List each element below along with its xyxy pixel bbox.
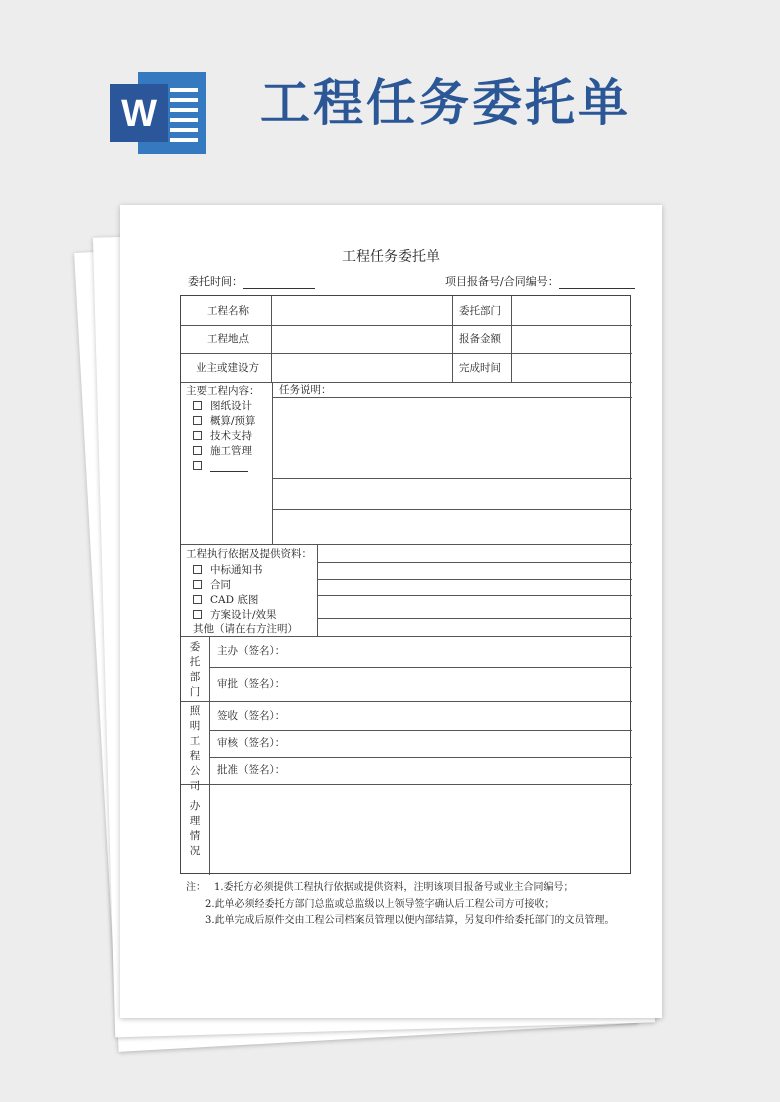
col-line bbox=[209, 636, 210, 875]
row-line bbox=[317, 618, 632, 619]
row-line bbox=[209, 667, 632, 668]
entrust-time-line bbox=[243, 277, 315, 289]
checkbox[interactable] bbox=[193, 580, 202, 589]
checkbox-item: CAD 底图 bbox=[193, 595, 258, 606]
checkbox[interactable] bbox=[193, 416, 202, 425]
row-line bbox=[181, 325, 632, 326]
row-line bbox=[181, 353, 632, 354]
task-description-label: 任务说明： bbox=[279, 384, 332, 396]
note-1: 1.委托方必须提供工程执行依据或提供资料，注明该项目报备号或业主合同编号； bbox=[214, 882, 574, 893]
project-no-field bbox=[445, 273, 635, 289]
completion-time-label: 完成时间 bbox=[459, 362, 501, 374]
project-no-label: 项目报备号/合同编号： bbox=[445, 275, 559, 288]
col-line bbox=[272, 382, 273, 544]
main-content-label: 主要工程内容： bbox=[186, 385, 260, 397]
checkbox[interactable] bbox=[193, 565, 202, 574]
col-line bbox=[511, 296, 512, 382]
banner-title: 工程任务委托单 bbox=[260, 74, 631, 132]
checkbox[interactable] bbox=[193, 610, 202, 619]
checkbox[interactable] bbox=[193, 401, 202, 410]
row-line bbox=[209, 730, 632, 731]
col-line bbox=[452, 296, 453, 382]
ratify-signature-label: 批准（签名）： bbox=[217, 764, 286, 776]
row-line bbox=[181, 784, 632, 785]
entrust-dept-vertical-label: 委托部门 bbox=[189, 641, 201, 698]
document-title: 工程任务委托单 bbox=[342, 249, 440, 265]
entrust-time-field bbox=[188, 273, 315, 289]
row-line bbox=[181, 636, 632, 637]
row-line bbox=[272, 509, 632, 510]
basis-label: 工程执行依据及提供资料： bbox=[186, 548, 312, 560]
col-line bbox=[271, 296, 272, 382]
checkbox-item: 合同 bbox=[193, 580, 231, 591]
lighting-company-vertical-label: 照明工程公司 bbox=[189, 705, 201, 792]
checkbox[interactable] bbox=[193, 461, 202, 470]
checkbox-item: 概算/预算 bbox=[193, 416, 256, 427]
owner-label: 业主或建设方 bbox=[196, 362, 259, 374]
receive-signature-label: 签收（签名）： bbox=[217, 710, 286, 722]
row-line bbox=[317, 562, 632, 563]
row-line bbox=[181, 544, 632, 545]
word-logo-icon bbox=[108, 70, 208, 156]
row-line bbox=[272, 397, 632, 398]
checkbox-item-other bbox=[193, 461, 248, 472]
checkbox-item: 方案设计/效果 bbox=[193, 610, 277, 621]
checkbox[interactable] bbox=[193, 595, 202, 604]
row-line bbox=[272, 478, 632, 479]
row-line bbox=[317, 579, 632, 580]
col-line bbox=[317, 544, 318, 636]
project-name-label: 工程名称 bbox=[207, 305, 249, 317]
form-table bbox=[180, 295, 631, 874]
note-2: 2.此单必须经委托方部门总监或总监级以上领导签字确认后工程公司方可接收； bbox=[205, 899, 555, 910]
basis-other-label: 其他（请在右方注明） bbox=[193, 623, 298, 635]
checkbox[interactable] bbox=[193, 446, 202, 455]
notes-prefix: 注： bbox=[186, 882, 206, 893]
project-no-line bbox=[559, 277, 635, 289]
document-page bbox=[120, 205, 662, 1018]
checkbox-item: 施工管理 bbox=[193, 446, 252, 457]
blank-line bbox=[210, 462, 248, 472]
row-line bbox=[317, 595, 632, 596]
note-3: 3.此单完成后原件交由工程公司档案员管理以便内部结算，另复印件给委托部门的文员管理。 bbox=[205, 915, 615, 926]
project-location-label: 工程地点 bbox=[207, 333, 249, 345]
row-line bbox=[209, 757, 632, 758]
checkbox-item: 中标通知书 bbox=[193, 565, 263, 576]
review-signature-label: 审核（签名）： bbox=[217, 737, 286, 749]
entrust-time-label: 委托时间： bbox=[188, 275, 243, 288]
entrust-dept-label: 委托部门 bbox=[459, 305, 501, 317]
handling-status-vertical-label: 办理情况 bbox=[189, 800, 201, 857]
host-signature-label: 主办（签名）： bbox=[217, 645, 286, 657]
svg-text:W: W bbox=[121, 93, 157, 135]
row-line bbox=[181, 701, 632, 702]
checkbox-item: 图纸设计 bbox=[193, 401, 252, 412]
report-amount-label: 报备金额 bbox=[459, 333, 501, 345]
approve-signature-label: 审批（签名）： bbox=[217, 678, 286, 690]
checkbox[interactable] bbox=[193, 431, 202, 440]
checkbox-item: 技术支持 bbox=[193, 431, 252, 442]
row-line bbox=[181, 382, 632, 383]
